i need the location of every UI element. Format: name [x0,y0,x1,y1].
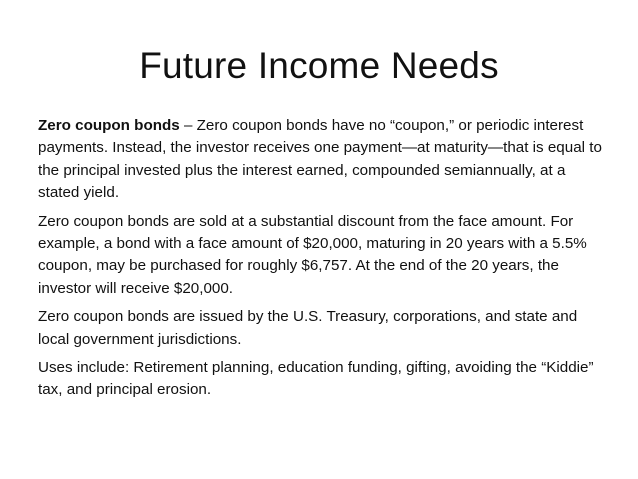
lead-term: Zero coupon bonds [38,117,180,134]
paragraph-zero-coupon-definition [38,115,604,205]
paragraph-issuers [38,306,604,351]
paragraph-text: – Zero coupon bonds have no “coupon,” or periodic interest payments. Instead, the investor receives one payment—at maturity—that is equal to the principal invested plus the interest earned, compounded semiannually, at a stated yield. [38,117,602,202]
slide-body [38,115,604,408]
paragraph-text: Zero coupon bonds are sold at a substantial discount from the face amount. For example, a bond with a face amount of $20,000, maturing in 20 years with a 5.5% coupon, may be purchased for roughly $6,757. At the end of the 20 years, the investor will receive $20,000. [38,212,587,297]
slide-title: Future Income Needs [139,45,499,86]
paragraph-text: Uses include: Retirement planning, education funding, gifting, avoiding the “Kiddie” tax, and principal erosion. [38,359,594,399]
paragraph-uses [38,357,604,402]
paragraph-discount-example [38,211,604,301]
paragraph-text: Zero coupon bonds are issued by the U.S. Treasury, corporations, and state and local government jurisdictions. [38,308,578,348]
